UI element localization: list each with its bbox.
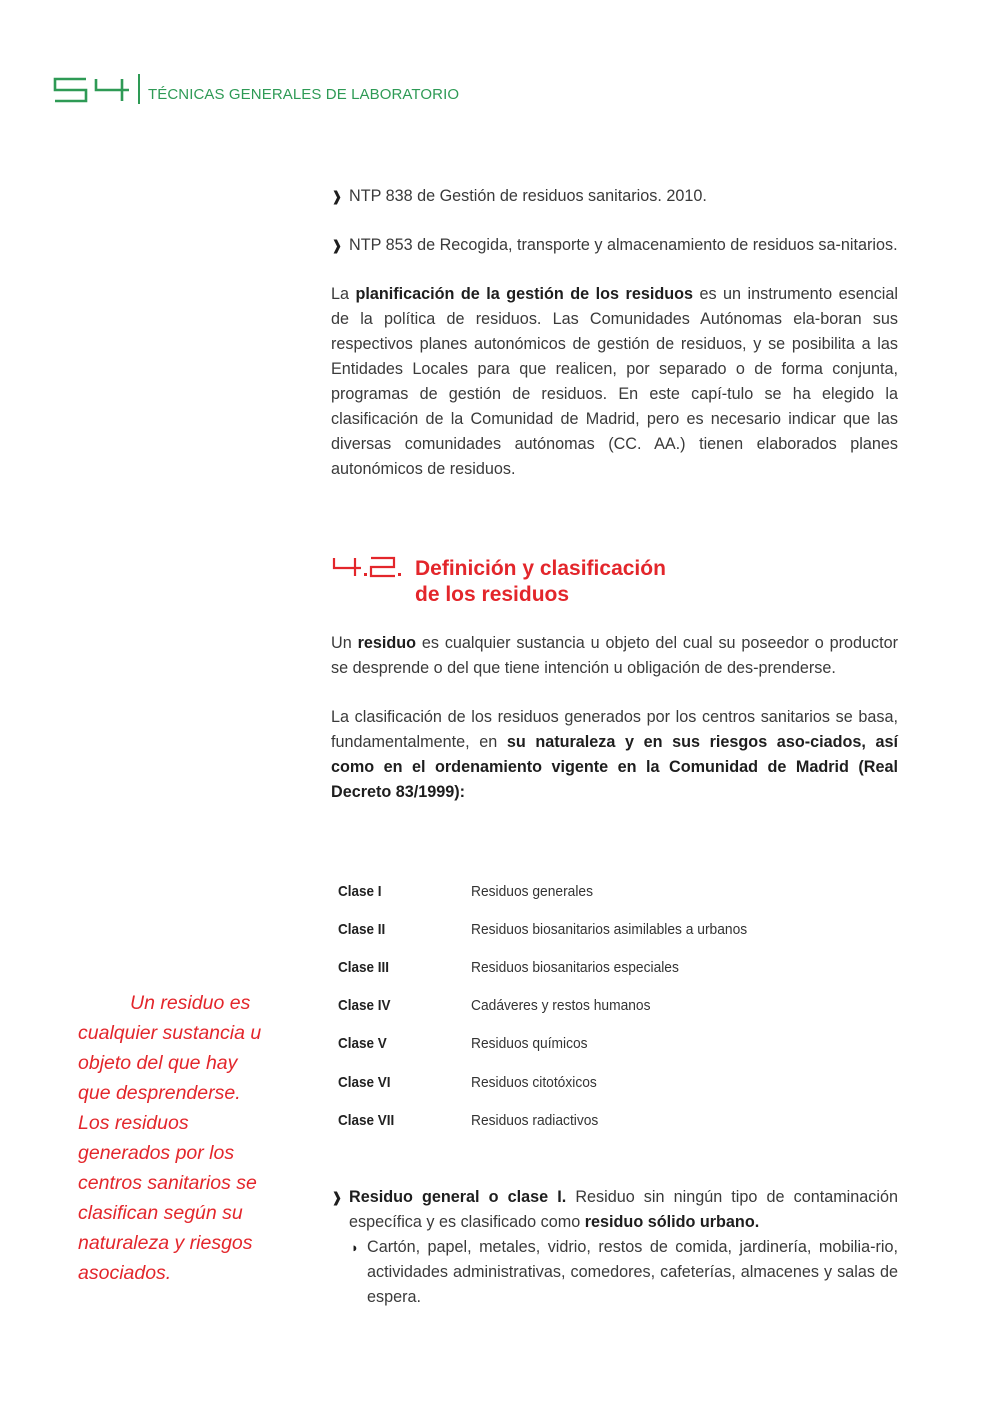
paragraph-text: es cualquier sustancia u objeto del cual su poseedor o productor se desprende o del que tiene intención u obligación de des-prenderse.: [331, 634, 898, 677]
bullet-marker-icon: ❱: [331, 188, 343, 204]
class-description: Residuos biosanitarios asimilables a urbanos: [471, 920, 748, 938]
table-row: [338, 872, 771, 910]
class-description: Residuos biosanitarios especiales: [471, 958, 679, 976]
main-content: [331, 184, 898, 482]
bullet-text: NTP 838 de Gestión de residuos sanitarios. 2010.: [349, 187, 707, 205]
sidebar-quote-first-line: Un residuo es: [130, 992, 251, 1014]
classification-table: [338, 872, 771, 1139]
class-description: Residuos radiactivos: [471, 1111, 599, 1129]
class-name: Clase V: [338, 1035, 387, 1053]
paragraph-bold: residuo: [357, 634, 417, 652]
bullet-text: Residuo sin ningún tipo de contaminación específica y es clasificado como: [349, 1188, 898, 1231]
paragraph-planificacion: [331, 282, 898, 482]
sidebar-quote-text: cualquier sustancia u objeto del que hay que desprenderse. Los residuos generados por los centros sanitarios se clasifican según su naturaleza y riesgos asociados.: [78, 1022, 262, 1284]
bullet-bold: Residuo general o clase I.: [349, 1188, 567, 1206]
section-title-line: Definición y clasificación: [415, 557, 666, 580]
paragraph-text: es un instrumento esencial de la política de residuos. Las Comunidades Autónomas ela-boran sus respectivos planes autonómicos de gestión de residuos, y se posibilita a las Entidades Locales para que realicen, por separado o de forma conjunta, programas de gestión de residuos. En este capí-tulo se ha elegido la clasificación de la Comunidad de Madrid, pero es necesario indicar que las diversas comunidades autónomas (CC. AA.) tienen elaborados planes autonómicos de residuos.: [331, 285, 898, 478]
page-number-digits-icon: [52, 76, 132, 104]
section-title: [415, 556, 755, 608]
class-name: Clase VII: [338, 1111, 395, 1129]
residuo-general-sub-bullet: [331, 1235, 898, 1310]
reference-bullet: [331, 184, 898, 209]
residuo-general-content: [331, 1185, 898, 1310]
section-title-line: de los residuos: [415, 583, 570, 606]
bullet-text: NTP 853 de Recogida, transporte y almacenamiento de residuos sa-nitarios.: [349, 236, 898, 254]
section-number-digits-icon: [331, 555, 403, 579]
class-description: Residuos químicos: [471, 1035, 588, 1053]
sub-bullet-text: Cartón, papel, metales, vidrio, restos de comida, jardinería, mobilia-rio, actividades administrativas, comedores, cafeterías, almacenes y salas de espera.: [367, 1238, 898, 1306]
class-description: Residuos citotóxicos: [471, 1073, 597, 1091]
page-number: [52, 76, 132, 104]
class-name: Clase IV: [338, 997, 391, 1015]
paragraph-clasificacion: [331, 705, 898, 805]
class-name: Clase VI: [338, 1073, 391, 1091]
table-row: [338, 987, 771, 1025]
definition-content: [331, 631, 898, 805]
class-description: Cadáveres y restos humanos: [471, 997, 651, 1015]
page-header: [52, 68, 459, 104]
header-title: TÉCNICAS GENERALES DE LABORATORIO: [148, 86, 460, 103]
paragraph-text: La: [331, 285, 356, 303]
table-row: [338, 1025, 771, 1063]
class-name: Clase II: [338, 920, 386, 938]
residuo-general-bullet: [331, 1185, 898, 1235]
paragraph-text: Un: [331, 634, 358, 652]
paragraph-bold: planificación de la gestión de los residuos: [355, 285, 693, 303]
paragraph-residuo: [331, 631, 898, 681]
section-number: [331, 555, 403, 579]
bullet-bold: residuo sólido urbano.: [584, 1213, 760, 1231]
table-row: [338, 1101, 771, 1139]
table-row: [338, 948, 771, 986]
sub-bullet-marker-icon: ◗: [351, 1240, 359, 1255]
bullet-marker-icon: ❱: [331, 237, 343, 253]
section-heading: [331, 555, 755, 608]
table-row: [338, 910, 771, 948]
sidebar-quote: [78, 988, 268, 1288]
class-name: Clase I: [338, 882, 382, 900]
paragraph-bold: su naturaleza y en sus riesgos aso-ciados, así como en el ordenamiento vigente en la Comunidad de Madrid (Real Decreto 83/1999):: [331, 733, 898, 801]
bullet-marker-icon: ❱: [331, 1189, 343, 1205]
class-name: Clase III: [338, 958, 390, 976]
table-row: [338, 1063, 771, 1101]
paragraph-text: La clasificación de los residuos generados por los centros sanitarios se basa, fundamentalmente, en: [331, 708, 898, 751]
header-divider: [138, 74, 140, 104]
reference-bullet: [331, 233, 898, 258]
class-description: Residuos generales: [471, 882, 593, 900]
